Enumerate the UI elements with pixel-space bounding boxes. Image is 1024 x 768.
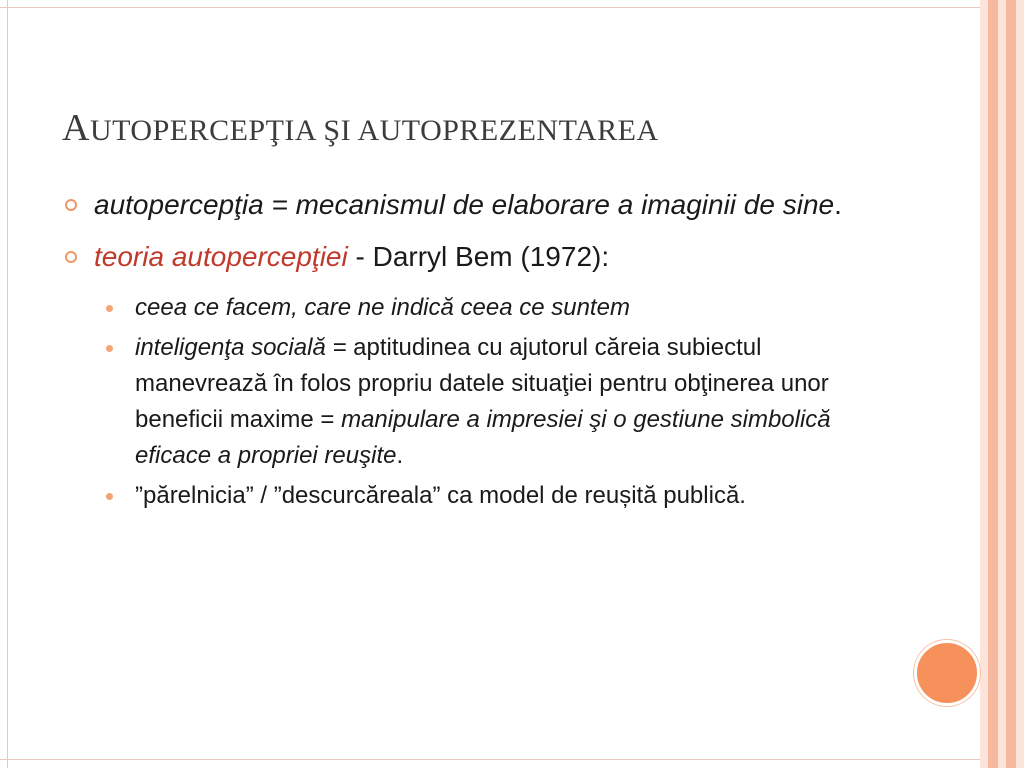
stripe [1016,0,1024,768]
stripe [988,0,998,768]
frame-top-line [0,7,1024,8]
decorative-circle [914,640,980,706]
stripe [998,0,1006,768]
sub-item-text: aptitudinea cu ajutorul căreia subiectul manevrează în folos propriu datele situaţiei pentru obţinerea unor beneficii maxime = [135,334,829,433]
title-initial: A [62,107,90,149]
sub-item-emphasis: manipulare a impresiei şi o gestiune simbolică eficace a propriei reuşite [135,406,831,469]
sub-item-text: ceea ce facem, care ne indică ceea ce suntem [135,294,630,321]
dot-bullet-icon [106,493,113,500]
slide-content [64,186,894,518]
dot-bullet-icon [106,345,113,352]
ring-bullet-icon [65,199,77,211]
period: . [834,189,842,220]
stripe [1006,0,1016,768]
bullet-item [64,238,894,276]
dot-bullet-icon [106,305,113,312]
stripe [980,0,988,768]
sub-bullet-item [64,478,894,514]
sub-bullet-item [64,330,894,474]
period: . [396,442,404,469]
sub-item-text: ”părelnicia” / ”descurcăreala” ca model de reușită publică. [135,482,746,509]
theory-author: - Darryl Bem (1972): [347,241,610,272]
theory-term: teoria autopercepţiei [94,241,348,272]
title-rest: UTOPERCEPŢIA ŞI AUTOPREZENTAREA [89,114,659,147]
sub-bullet-item [64,290,894,326]
sub-item-term: inteligenţa socială = [135,334,354,361]
decorative-stripes [980,0,1024,768]
frame-bottom-line [0,759,1024,760]
frame-left-line [7,0,8,768]
ring-bullet-icon [65,251,77,263]
slide-title [62,106,659,150]
definition-text: autopercepţia = mecanismul de elaborare a imaginii de sine [94,189,835,220]
bullet-item [64,186,894,224]
